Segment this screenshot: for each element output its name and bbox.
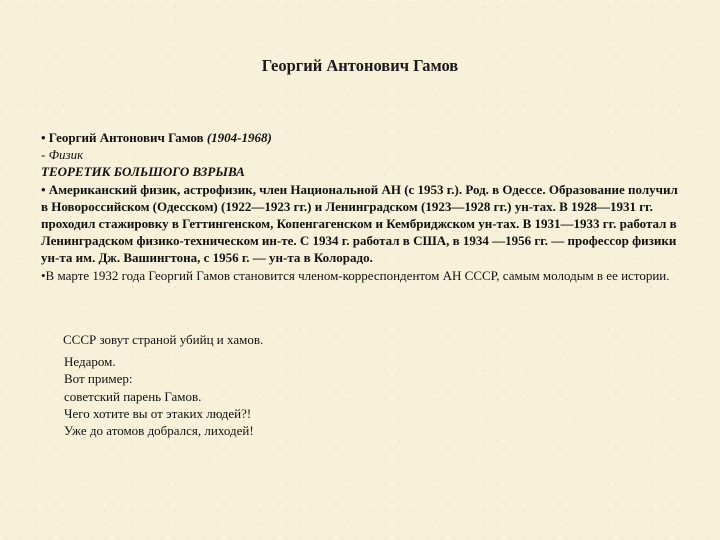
- biography-paragraph: • Американский физик, астрофизик, член Национальной АН (с 1953 г.). Род. в Одессе. Образование получил в Новороссийском (Одесском) (1922—1923 гг.) и Ленинградском (1923—1928 гг.) ун-тах. В 1928—1931 гг. проходил стажировку в Геттингенском, Копенгагенском и Кембриджском ун-тах. В 1931—1933 гг. работал в Ленинградском физико-техническом ин-те. С 1934 г. работал в США, в 1934 —1956 гг. — профессор физики ун-та им. Дж. Вашингтона, с 1956 г. — ун-та в Колорадо.: [41, 181, 678, 266]
- poem-block: [63, 331, 263, 439]
- role-line: - Физик: [41, 147, 84, 163]
- poem-line: Вот пример:: [64, 371, 133, 387]
- poem-line: советский парень Гамов.: [64, 388, 202, 404]
- academy-paragraph: •В марте 1932 года Георгий Гамов становится членом-корреспондентом АН СССР, самым молодым в ее истории.: [41, 267, 670, 283]
- poem-line: Чего хотите вы от этаких людей?!: [64, 405, 252, 421]
- slide-title: Георгий Антонович Гамов: [261, 56, 459, 75]
- theory-line: ТЕОРЕТИК БОЛЬШОГО ВЗРЫВА: [41, 164, 245, 180]
- life-years: (1904-1968): [203, 130, 272, 145]
- bio-section: [41, 129, 681, 284]
- poem-verse: [63, 353, 263, 439]
- poem-line: Недаром.: [64, 354, 116, 370]
- person-name: • Георгий Антонович Гамов: [41, 130, 204, 145]
- poem-line: Уже до атомов добрался, лиходей!: [64, 423, 254, 439]
- name-line: [41, 129, 681, 146]
- poem-first-line: СССР зовут страной убийц и хамов.: [63, 332, 264, 347]
